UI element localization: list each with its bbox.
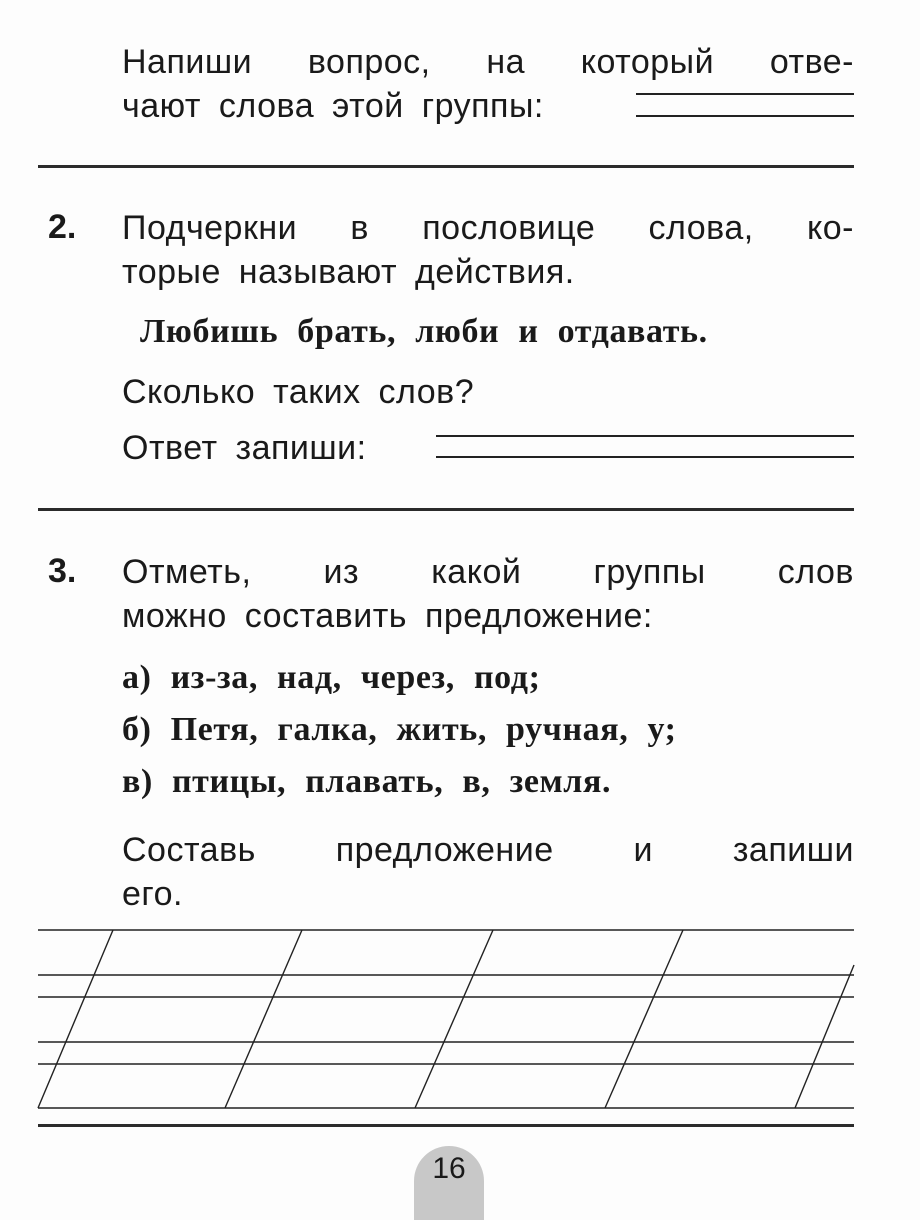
task-number: 2. bbox=[48, 208, 77, 246]
word: который bbox=[580, 43, 715, 81]
proverb[interactable]: Любишь брать, люби и отдавать. bbox=[140, 313, 708, 350]
option-b[interactable]: б) Петя, галка, жить, ручная, у; bbox=[122, 711, 677, 748]
slant-line bbox=[605, 930, 683, 1108]
slant-line bbox=[795, 965, 854, 1108]
word: Составь bbox=[122, 831, 256, 869]
word: отве- bbox=[769, 43, 854, 81]
word: Напиши bbox=[122, 43, 253, 81]
word: слова, bbox=[648, 209, 754, 247]
word: и bbox=[633, 831, 653, 869]
word: Подчеркни bbox=[122, 209, 298, 247]
task2-line2: торые называют действия. bbox=[122, 253, 575, 291]
task3-instruction-line2: его. bbox=[122, 875, 183, 913]
answer-label: Ответ запиши: bbox=[122, 429, 367, 467]
slant-line bbox=[225, 930, 302, 1108]
word: слов bbox=[777, 553, 854, 591]
word: ко- bbox=[807, 209, 854, 247]
word: вопрос, bbox=[307, 43, 431, 81]
word: запиши bbox=[732, 831, 854, 869]
section-divider bbox=[38, 1124, 854, 1127]
word: какой bbox=[431, 553, 522, 591]
page-number: 16 bbox=[432, 1152, 466, 1185]
slant-line bbox=[38, 930, 113, 1108]
word: в bbox=[350, 209, 369, 247]
task-number: 3. bbox=[48, 552, 77, 590]
word: группы bbox=[593, 553, 706, 591]
option-a[interactable]: а) из-за, над, через, под; bbox=[122, 659, 541, 696]
word: Отметь, bbox=[122, 553, 252, 591]
word: на bbox=[486, 43, 526, 81]
task2-question: Сколько таких слов? bbox=[122, 373, 475, 411]
word: пословице bbox=[422, 209, 596, 247]
word: предложение bbox=[335, 831, 554, 869]
option-c[interactable]: в) птицы, плавать, в, земля. bbox=[122, 763, 612, 800]
slant-line bbox=[415, 930, 493, 1108]
word: из bbox=[323, 553, 360, 591]
task3-line2: можно составить предложение: bbox=[122, 597, 653, 635]
task1-line2: чают слова этой группы: bbox=[122, 87, 544, 125]
